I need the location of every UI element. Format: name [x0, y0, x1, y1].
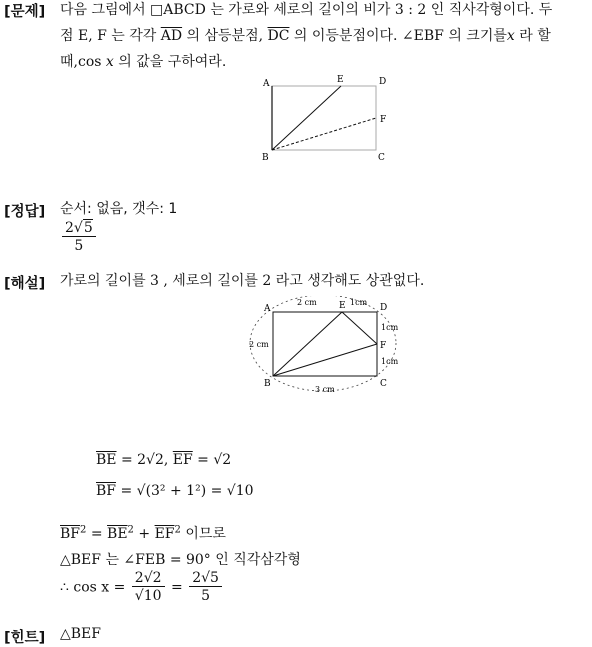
dim-left: 2 cm — [249, 340, 269, 349]
label-b: B — [262, 153, 269, 163]
eq5-pre: ∴ cos x = — [60, 579, 126, 596]
cos-text: cos — [77, 54, 102, 70]
equation-5: ∴ cos x = $\frac{2√2}{√10}$ = $\frac{2√5}{5}$ — [60, 570, 224, 605]
label-a: A — [263, 79, 270, 89]
segment-ad: $\overline{AD}$ — [160, 28, 183, 44]
dim-top-right: 1cm — [350, 298, 368, 307]
problem-text — [60, 0, 590, 75]
eq1-ef: $\overline{EF}$ — [172, 452, 193, 468]
eq5-n2: 2√5 — [189, 570, 222, 587]
problem-line-2-b: 의 삼등분점, — [186, 28, 264, 44]
dim-bottom: 3 cm — [315, 385, 335, 394]
answer-tag: [정답] — [4, 204, 46, 220]
explanation-figure — [245, 296, 405, 396]
rectangle-abcd — [272, 86, 376, 150]
answer-num-coef: 2 — [65, 220, 74, 236]
problem-line-2 — [60, 23, 590, 49]
eq2-bf: $\overline{BF}$ — [96, 483, 117, 499]
dim-top-left: 2 cm — [297, 298, 317, 307]
eq5-n1: 2√2 — [132, 570, 165, 587]
problem-line-2-c: 의 이등분점이다. ∠EBF 의 크기를 — [293, 28, 507, 44]
equation-4: △BEF 는 ∠FEB = 90° 인 직각삼각형 — [60, 552, 301, 568]
dim-right-bottom: 1cm — [381, 357, 399, 366]
eq2-rhs: = √(3² + 1²) = √10 — [116, 483, 254, 499]
explanation-line: 가로의 길이를 3 , 세로의 길이를 2 라고 생각해도 상관없다. — [60, 273, 425, 289]
problem-line-3-b: 의 값을 구하여라. — [118, 54, 227, 70]
label-e-2: E — [339, 301, 346, 311]
segment-bf — [272, 118, 376, 150]
dimension-arc — [250, 296, 396, 391]
label-c: C — [378, 153, 385, 163]
problem-line-1: 다음 그림에서 □ABCD 는 가로와 세로의 길이의 비가 3 : 2 인 직사각형이다. 두 — [60, 2, 553, 18]
label-d-2: D — [380, 303, 388, 313]
label-e: E — [337, 75, 344, 85]
problem-line-2-d: 라 할 — [519, 28, 551, 44]
eq1-b: = √2 — [192, 452, 232, 468]
dim-right-top: 1cm — [381, 323, 399, 332]
label-a-2: A — [264, 304, 271, 314]
eq5-d1: √10 — [134, 588, 162, 604]
equation-3: $\overline{BF}^2 = \overline{BE}^2 + \overline{EF}^2$ 이므로 — [60, 524, 226, 542]
label-c-2: C — [380, 379, 387, 389]
eq3-be: $\overline{BE}$ — [107, 526, 128, 542]
answer-den: 5 — [74, 238, 84, 254]
eq3-bf: $\overline{BF}$ — [60, 526, 81, 542]
segment-bf-2 — [273, 344, 377, 376]
hint-tag: [힌트] — [4, 630, 46, 646]
segment-be-2 — [273, 312, 342, 376]
label-b-2: B — [264, 379, 271, 389]
eq1-be: $\overline{BE}$ — [96, 452, 117, 468]
problem-line-3-a: 때, — [60, 54, 78, 70]
eq1-a: = 2√2, — [116, 452, 173, 468]
eq3-tail: 이므로 — [185, 526, 226, 542]
eq3-ef: $\overline{EF}$ — [154, 526, 175, 542]
answer-fraction: $\frac{2√5}{5}$ — [60, 220, 98, 255]
hint-text: △BEF — [60, 626, 101, 642]
equation-1 — [96, 452, 231, 468]
equation-2 — [96, 483, 254, 499]
segment-dc: $\overline{DC}$ — [267, 28, 290, 44]
answer-meta: 순서: 없음, 갯수: 1 — [60, 201, 178, 217]
problem-tag: [문제] — [4, 4, 46, 20]
variable-x-2: x — [105, 54, 114, 70]
answer-num-rad: 5 — [83, 220, 93, 236]
label-d: D — [379, 77, 387, 87]
rectangle-abcd-2 — [273, 312, 377, 376]
problem-figure — [255, 72, 395, 167]
label-f: F — [380, 115, 387, 125]
segment-ef — [342, 312, 377, 344]
label-f-2: F — [380, 341, 387, 351]
eq5-d2: 5 — [201, 588, 211, 604]
variable-x: x — [506, 28, 515, 44]
explanation-tag: [해설] — [4, 276, 46, 292]
problem-line-2-a: 점 E, F 는 각각 — [60, 28, 157, 44]
segment-be — [272, 86, 341, 150]
